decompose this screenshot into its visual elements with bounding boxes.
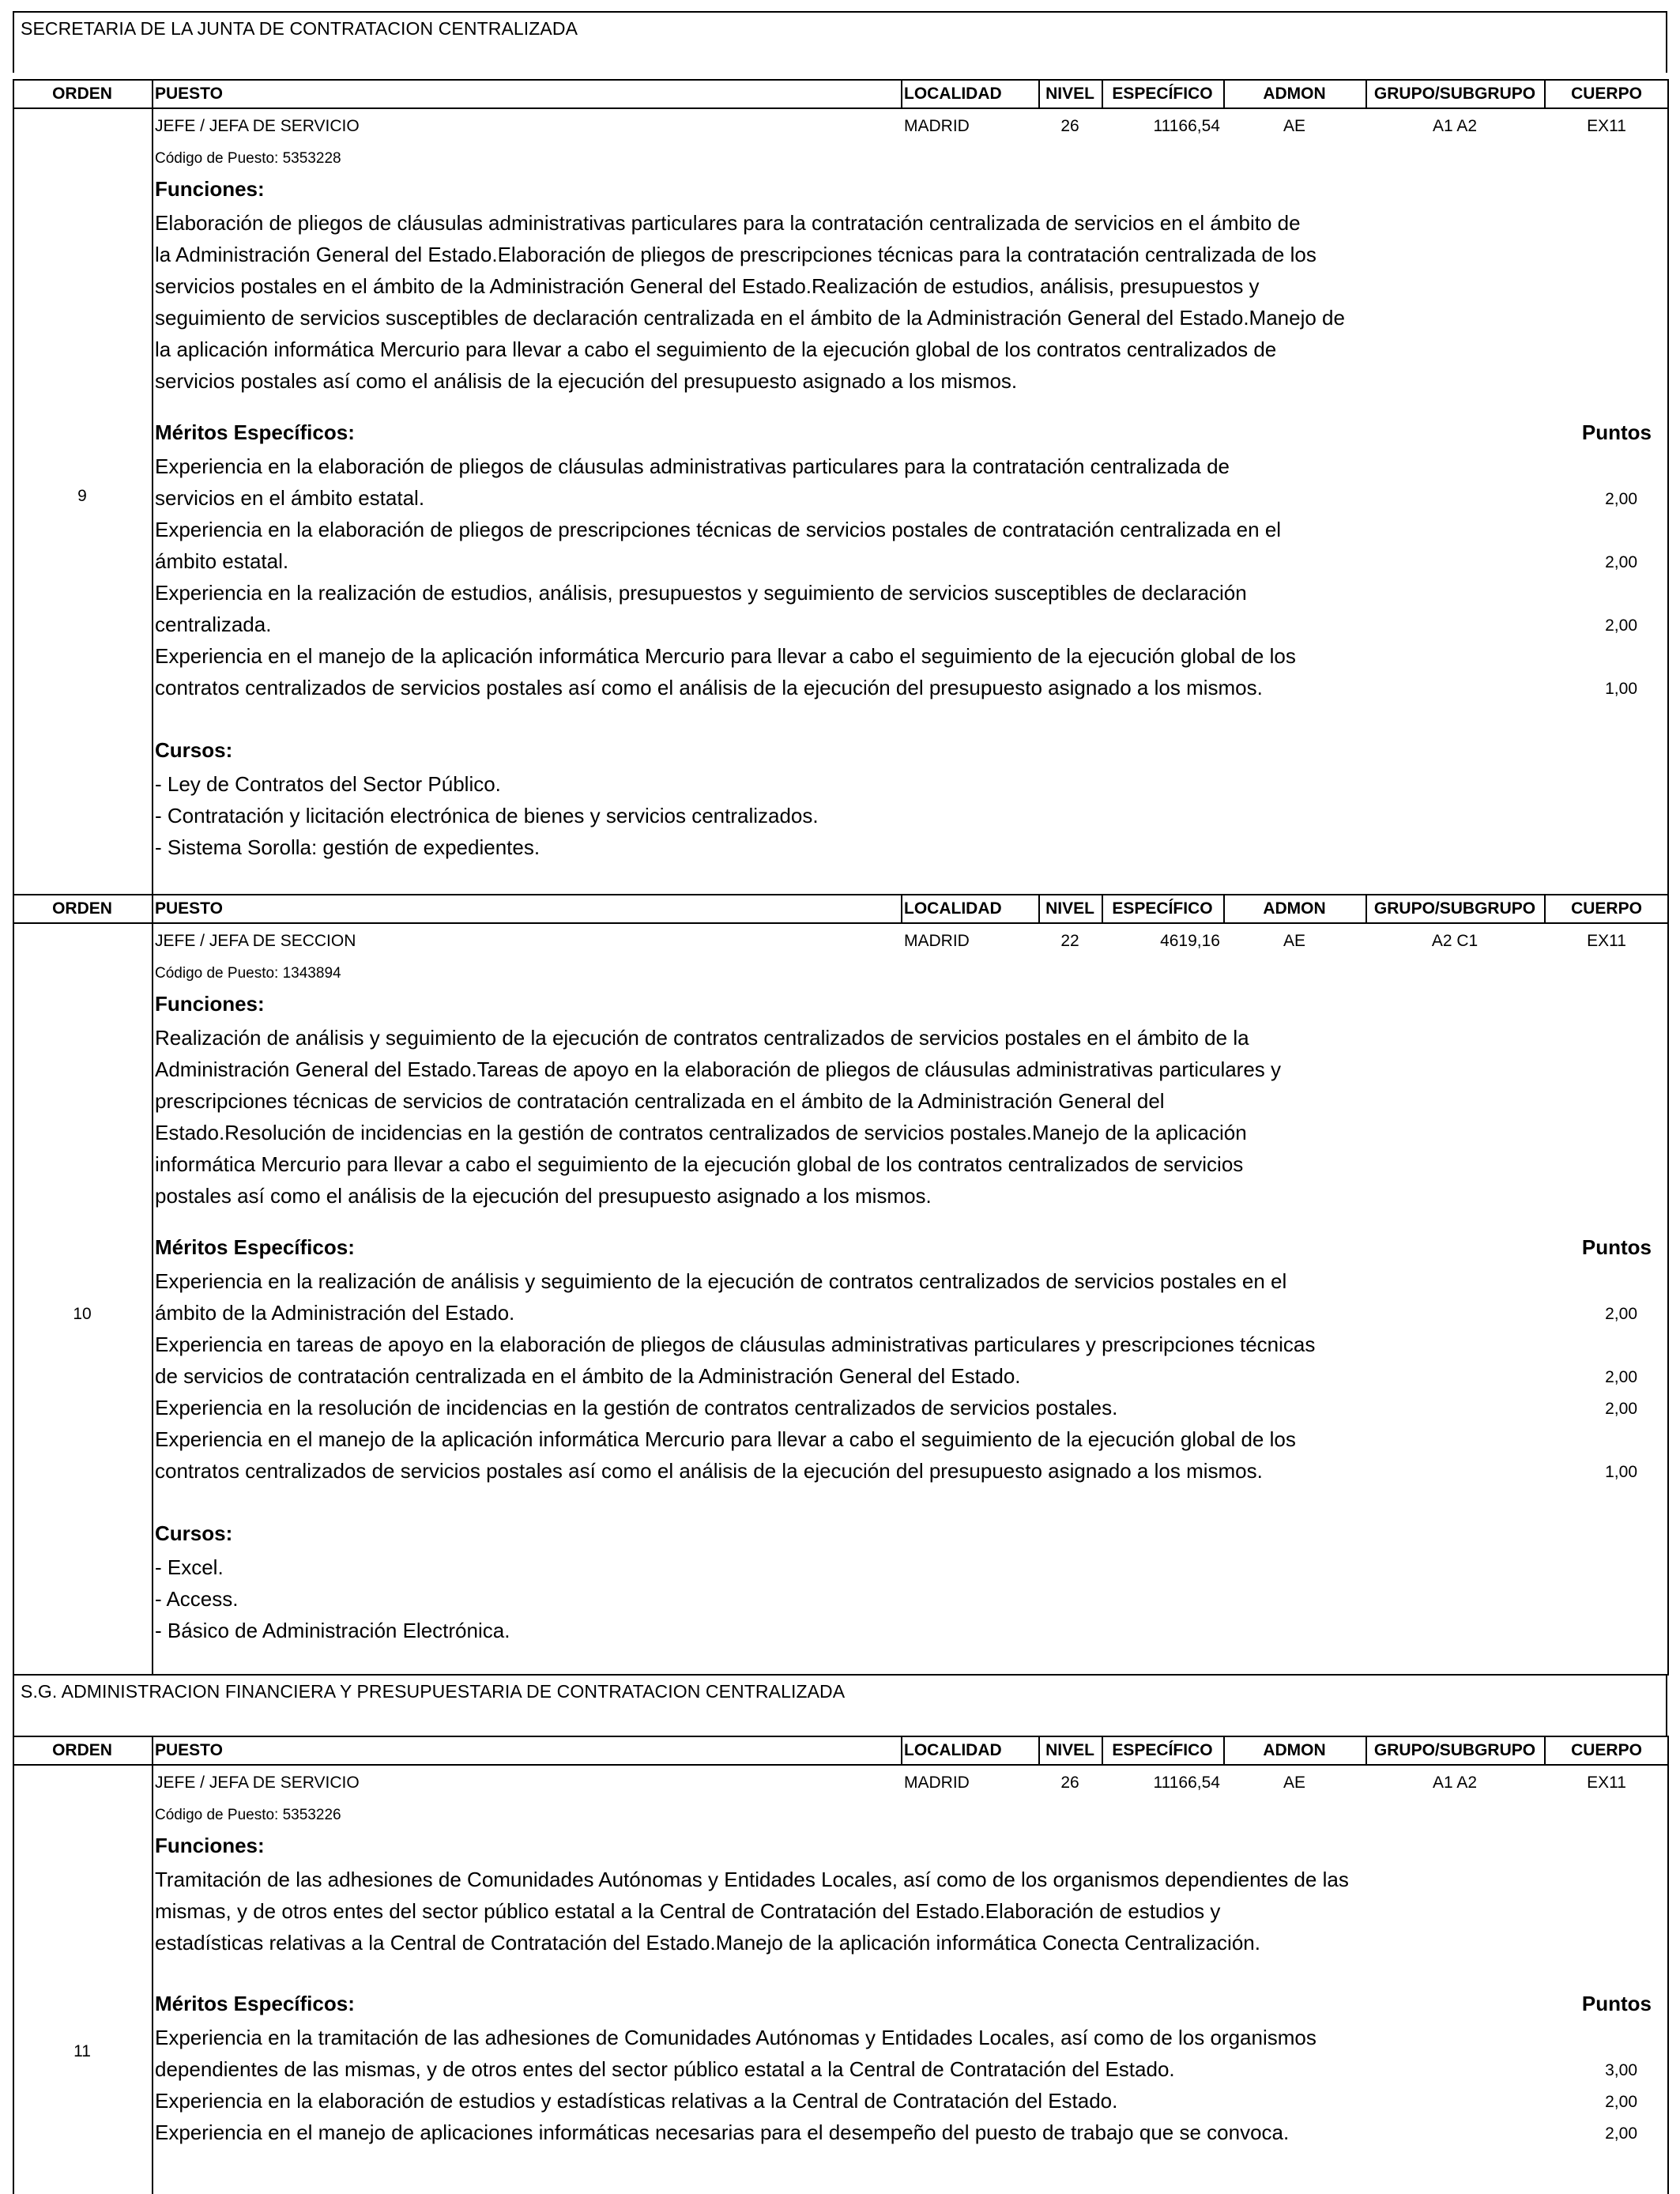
column-divider bbox=[1223, 81, 1225, 107]
curso-item: - Ley de Contratos del Sector Público. bbox=[155, 772, 501, 796]
column-header-row bbox=[13, 894, 1669, 924]
orden-number: 11 bbox=[73, 2042, 91, 2060]
post-localidad: MADRID bbox=[904, 932, 970, 950]
header-admon: ADMON bbox=[1263, 1741, 1326, 1759]
post-block bbox=[13, 1766, 1669, 2194]
post-block bbox=[13, 109, 1669, 894]
curso-item: - Sistema Sorolla: gestión de expedientes. bbox=[155, 835, 541, 859]
text-line: Elaboración de pliegos de cláusulas administrativas particulares para la contratación centralizada de servicios en el ámbito de bbox=[155, 211, 1301, 235]
merito-item bbox=[155, 450, 1451, 514]
merito-puntos: 3,00 bbox=[1605, 2061, 1637, 2079]
text-line: Experiencia en el manejo de aplicaciones informáticas necesarias para el desempeño del puesto de trabajo que se convoca. bbox=[155, 2120, 1290, 2144]
header-nivel: NIVEL bbox=[1045, 1741, 1094, 1759]
header-localidad: LOCALIDAD bbox=[904, 85, 1002, 103]
text-line: Estado.Resolución de incidencias en la gestión de contratos centralizados de servicios postales.Manejo de la aplicación bbox=[155, 1121, 1247, 1144]
document-page bbox=[13, 11, 1669, 2194]
post-nivel: 22 bbox=[1060, 932, 1079, 950]
column-divider bbox=[1544, 81, 1546, 107]
text-line: Experiencia en tareas de apoyo en la elaboración de pliegos de cláusulas administrativas particulares y prescripciones técnicas bbox=[155, 1333, 1316, 1356]
cursos-label: Cursos: bbox=[155, 738, 233, 762]
column-divider bbox=[1038, 1737, 1040, 1764]
column-divider bbox=[901, 81, 902, 107]
column-divider bbox=[901, 895, 902, 922]
text-line: Experiencia en la tramitación de las adhesiones de Comunidades Autónomas y Entidades Locales, así como de los organismos bbox=[155, 2026, 1317, 2049]
header-localidad: LOCALIDAD bbox=[904, 1741, 1002, 1759]
funciones-label: Funciones: bbox=[155, 1834, 265, 1857]
text-line: Experiencia en la elaboración de pliegos de prescripciones técnicas de servicios postales de contratación centralizada en el bbox=[155, 518, 1282, 541]
post-admon: AE bbox=[1283, 117, 1305, 135]
header-especifico: ESPECÍFICO bbox=[1112, 1741, 1213, 1759]
column-divider bbox=[152, 1737, 153, 1764]
merito-item bbox=[155, 1265, 1451, 1329]
merito-item bbox=[155, 2022, 1451, 2085]
header-orden: ORDEN bbox=[52, 899, 112, 918]
merito-item bbox=[155, 577, 1451, 640]
header-puesto: PUESTO bbox=[155, 1741, 223, 1759]
header-cuerpo: CUERPO bbox=[1571, 85, 1642, 103]
text-line: Experiencia en la realización de análisis y seguimiento de la ejecución de contratos centralizados de servicios postales en el bbox=[155, 1269, 1287, 1293]
merito-item bbox=[155, 640, 1451, 703]
column-divider bbox=[1544, 895, 1546, 922]
merito-puntos: 2,00 bbox=[1605, 1368, 1637, 1386]
post-cuerpo: EX11 bbox=[1587, 1774, 1626, 1792]
text-line: prescripciones técnicas de servicios de contratación centralizada en el ámbito de la Administración General del bbox=[155, 1089, 1165, 1113]
text-line: servicios postales así como el análisis de la ejecución del presupuesto asignado a los mismos. bbox=[155, 369, 1018, 393]
text-line: Administración General del Estado.Tareas de apoyo en la elaboración de pliegos de cláusulas administrativas particulares y bbox=[155, 1057, 1282, 1081]
header-orden: ORDEN bbox=[52, 85, 112, 103]
header-puesto: PUESTO bbox=[155, 899, 223, 918]
text-line: Experiencia en la realización de estudios, análisis, presupuestos y seguimiento de servicios susceptibles de declaración bbox=[155, 581, 1247, 605]
funciones-label: Funciones: bbox=[155, 992, 265, 1016]
header-nivel: NIVEL bbox=[1045, 899, 1094, 918]
cursos-label: Cursos: bbox=[155, 1521, 233, 1545]
column-divider bbox=[1102, 81, 1103, 107]
post-cuerpo: EX11 bbox=[1587, 117, 1626, 135]
text-line: Experiencia en el manejo de la aplicación informática Mercurio para llevar a cabo el seguimiento de la ejecución global de los bbox=[155, 644, 1296, 668]
section-title: SECRETARIA DE LA JUNTA DE CONTRATACION CENTRALIZADA bbox=[13, 11, 1667, 73]
post-especifico: 4619,16 bbox=[1160, 932, 1220, 950]
meritos-label: Méritos Específicos: bbox=[155, 1992, 355, 2015]
text-line: servicios postales en el ámbito de la Administración General del Estado.Realización de estudios, análisis, presupuestos y bbox=[155, 274, 1260, 298]
codigo-puesto: Código de Puesto: 5353228 bbox=[155, 150, 341, 167]
post-localidad: MADRID bbox=[904, 1774, 970, 1792]
column-divider bbox=[901, 1737, 902, 1764]
funciones-text bbox=[155, 207, 1451, 397]
header-admon: ADMON bbox=[1263, 85, 1326, 103]
column-divider bbox=[1223, 1737, 1225, 1764]
column-divider bbox=[1038, 895, 1040, 922]
column-divider bbox=[1544, 1737, 1546, 1764]
funciones-label: Funciones: bbox=[155, 177, 265, 201]
text-line: ámbito de la Administración del Estado. bbox=[155, 1301, 515, 1325]
funciones-text bbox=[155, 1864, 1451, 1958]
header-puesto: PUESTO bbox=[155, 85, 223, 103]
column-divider bbox=[1102, 895, 1103, 922]
post-nivel: 26 bbox=[1060, 1774, 1079, 1792]
post-grupo: A1 A2 bbox=[1432, 117, 1478, 135]
codigo-puesto: Código de Puesto: 5353226 bbox=[155, 1807, 341, 1823]
puntos-label: Puntos bbox=[1581, 1235, 1652, 1259]
post-puesto: JEFE / JEFA DE SERVICIO bbox=[155, 117, 360, 135]
merito-item bbox=[155, 1392, 1451, 1423]
merito-item bbox=[155, 1329, 1451, 1392]
post-admon: AE bbox=[1283, 932, 1305, 950]
header-nivel: NIVEL bbox=[1045, 85, 1094, 103]
merito-item bbox=[155, 2085, 1451, 2117]
curso-item: - Access. bbox=[155, 1587, 239, 1611]
text-line: contratos centralizados de servicios postales así como el análisis de la ejecución del presupuesto asignado a los mismos. bbox=[155, 1459, 1263, 1483]
cursos-list bbox=[155, 1551, 1451, 1646]
header-admon: ADMON bbox=[1263, 899, 1326, 918]
meritos-label: Méritos Específicos: bbox=[155, 420, 355, 444]
text-line: dependientes de las mismas, y de otros entes del sector público estatal a la Central de Contratación del Estado. bbox=[155, 2057, 1175, 2081]
orden-number: 9 bbox=[77, 487, 87, 505]
puntos-label: Puntos bbox=[1581, 1992, 1652, 2015]
text-line: la aplicación informática Mercurio para llevar a cabo el seguimiento de la ejecución global de los contratos centralizados de bbox=[155, 337, 1277, 361]
column-divider bbox=[152, 895, 153, 922]
text-line: informática Mercurio para llevar a cabo el seguimiento de la ejecución global de los contratos centralizados de servicios bbox=[155, 1152, 1244, 1176]
header-grupo: GRUPO/SUBGRUPO bbox=[1373, 1741, 1536, 1759]
merito-puntos: 2,00 bbox=[1605, 490, 1637, 508]
merito-puntos: 1,00 bbox=[1605, 1463, 1637, 1481]
post-puesto: JEFE / JEFA DE SERVICIO bbox=[155, 1774, 360, 1792]
section-title: S.G. ADMINISTRACION FINANCIERA Y PRESUPUESTARIA DE CONTRATACION CENTRALIZADA bbox=[13, 1674, 1667, 1736]
codigo-puesto: Código de Puesto: 1343894 bbox=[155, 965, 341, 982]
header-orden: ORDEN bbox=[52, 1741, 112, 1759]
border-line bbox=[13, 1674, 1669, 1676]
post-especifico: 11166,54 bbox=[1153, 1774, 1220, 1792]
text-line: estadísticas relativas a la Central de Contratación del Estado.Manejo de la aplicación informática Conecta Centralización. bbox=[155, 1931, 1260, 1955]
column-divider bbox=[1365, 1737, 1367, 1764]
merito-item bbox=[155, 1423, 1451, 1487]
cursos-list bbox=[155, 768, 1451, 863]
post-especifico: 11166,54 bbox=[1153, 117, 1220, 135]
post-localidad: MADRID bbox=[904, 117, 970, 135]
header-especifico: ESPECÍFICO bbox=[1112, 899, 1213, 918]
merito-item bbox=[155, 2117, 1451, 2148]
merito-puntos: 2,00 bbox=[1605, 2124, 1637, 2143]
text-line: de servicios de contratación centralizada en el ámbito de la Administración General del Estado. bbox=[155, 1364, 1021, 1388]
post-admon: AE bbox=[1283, 1774, 1305, 1792]
header-cuerpo: CUERPO bbox=[1571, 899, 1642, 918]
text-line: Experiencia en la elaboración de estudios y estadísticas relativas a la Central de Contratación del Estado. bbox=[155, 2089, 1118, 2113]
merito-puntos: 2,00 bbox=[1605, 1400, 1637, 1418]
column-divider bbox=[1223, 895, 1225, 922]
curso-item: - Excel. bbox=[155, 1555, 224, 1579]
text-line: contratos centralizados de servicios postales así como el análisis de la ejecución del presupuesto asignado a los mismos. bbox=[155, 676, 1263, 699]
meritos-label: Méritos Específicos: bbox=[155, 1235, 355, 1259]
post-cuerpo: EX11 bbox=[1587, 932, 1626, 950]
text-line: la Administración General del Estado.Elaboración de pliegos de prescripciones técnicas para la contratación centralizada de los bbox=[155, 243, 1317, 266]
header-grupo: GRUPO/SUBGRUPO bbox=[1373, 899, 1536, 918]
text-line: Tramitación de las adhesiones de Comunidades Autónomas y Entidades Locales, así como de los organismos dependientes de las bbox=[155, 1868, 1349, 1891]
merito-puntos: 1,00 bbox=[1605, 680, 1637, 698]
column-divider bbox=[152, 81, 153, 107]
column-header-row bbox=[13, 1736, 1669, 1766]
header-localidad: LOCALIDAD bbox=[904, 899, 1002, 918]
column-divider bbox=[1365, 895, 1367, 922]
merito-puntos: 2,00 bbox=[1605, 2093, 1637, 2111]
puntos-label: Puntos bbox=[1581, 420, 1652, 444]
text-line: postales así como el análisis de la ejecución del presupuesto asignado a los mismos. bbox=[155, 1184, 932, 1208]
text-line: mismas, y de otros entes del sector público estatal a la Central de Contratación del Estado.Elaboración de estudios y bbox=[155, 1899, 1221, 1923]
post-nivel: 26 bbox=[1060, 117, 1079, 135]
column-header-row bbox=[13, 79, 1669, 109]
post-grupo: A1 A2 bbox=[1432, 1774, 1478, 1792]
curso-item: - Contratación y licitación electrónica de bienes y servicios centralizados. bbox=[155, 804, 819, 827]
merito-puntos: 2,00 bbox=[1605, 1305, 1637, 1323]
post-puesto: JEFE / JEFA DE SECCION bbox=[155, 932, 356, 950]
curso-item: - Básico de Administración Electrónica. bbox=[155, 1619, 510, 1642]
text-line: Experiencia en el manejo de la aplicación informática Mercurio para llevar a cabo el seguimiento de la ejecución global de los bbox=[155, 1427, 1296, 1451]
column-divider bbox=[1038, 81, 1040, 107]
text-line: Experiencia en la elaboración de pliegos de cláusulas administrativas particulares para la contratación centralizada de bbox=[155, 454, 1230, 478]
merito-puntos: 2,00 bbox=[1605, 616, 1637, 635]
text-line: centralizada. bbox=[155, 613, 272, 636]
text-line: Realización de análisis y seguimiento de la ejecución de contratos centralizados de servicios postales en el ámbito de la bbox=[155, 1026, 1249, 1050]
post-grupo: A2 C1 bbox=[1431, 932, 1478, 950]
column-divider bbox=[1102, 1737, 1103, 1764]
header-grupo: GRUPO/SUBGRUPO bbox=[1373, 85, 1536, 103]
column-divider bbox=[1365, 81, 1367, 107]
merito-item bbox=[155, 514, 1451, 577]
text-line: seguimiento de servicios susceptibles de declaración centralizada en el ámbito de la Administración General del Estado.Manejo de bbox=[155, 306, 1345, 330]
header-especifico: ESPECÍFICO bbox=[1112, 85, 1213, 103]
header-cuerpo: CUERPO bbox=[1571, 1741, 1642, 1759]
merito-puntos: 2,00 bbox=[1605, 553, 1637, 571]
text-line: Experiencia en la resolución de incidencias en la gestión de contratos centralizados de servicios postales. bbox=[155, 1396, 1118, 1419]
funciones-text bbox=[155, 1022, 1451, 1212]
post-block bbox=[13, 924, 1669, 1674]
text-line: servicios en el ámbito estatal. bbox=[155, 486, 425, 510]
text-line: ámbito estatal. bbox=[155, 549, 289, 573]
orden-number: 10 bbox=[73, 1305, 92, 1323]
